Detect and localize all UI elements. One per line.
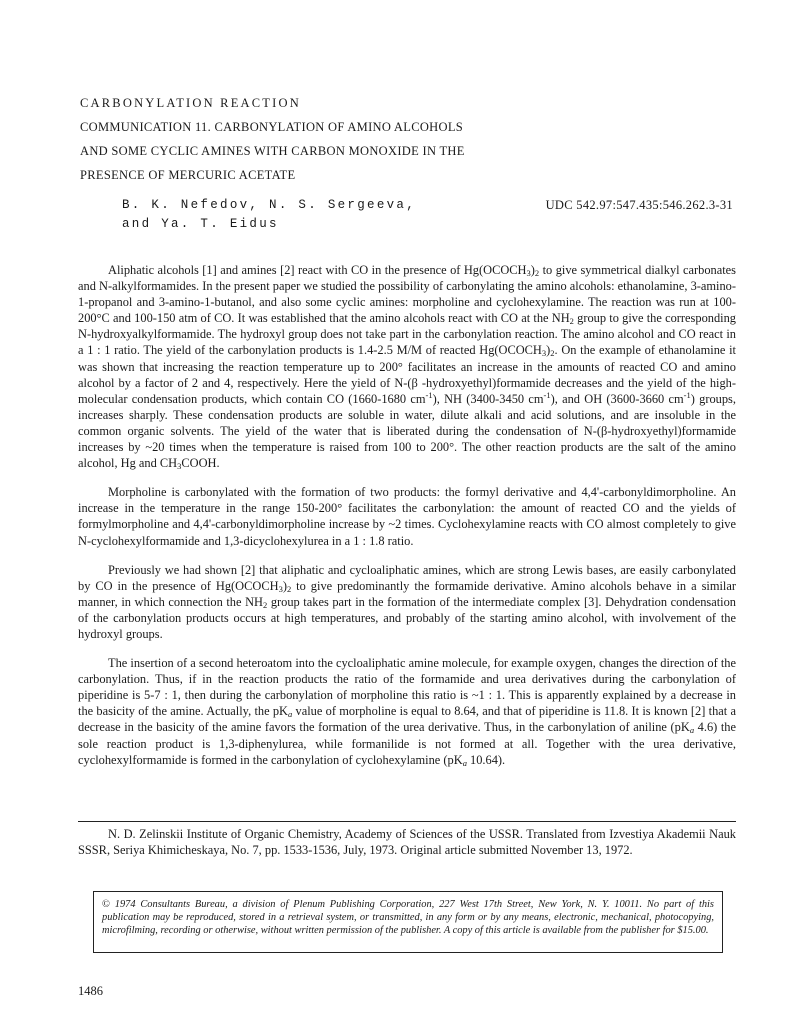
paragraph: Aliphatic alcohols [1] and amines [2] react with CO in the presence of $Hg(OCOCH_3)_2$ to give symmetrical dialkyl carbonates and N-alkylformamides. In the present paper we studied the possibility of carbonylating the amino alcohols: ethanolamine, 3-amino-1-propanol and 3-amino-1-butanol, and also some cyclic amines: morpholine and cyclohexylamine. The reaction was run at 100-200°C and 100-150 atm of CO. It was established that the amino alcohols react with CO at the $NH_2$ group to give the corresponding N-hydroxyalkylformamide. The hydroxyl group does not take part in the carbonylation reaction. The amino alcohol and CO react in a 1 : 1 ratio. The yield of the carbonylation products is 1.4-2.5 M/M of reacted $Hg(OCOCH_3)_2$. On the example of ethanolamine it was shown that increasing the reaction temperature up to 200° facilitates an increase in the amounts of reacted CO and amino alcohol by a factor of 2 and 4, respectively. Here the yield of N-(β -hydroxyethyl)formamide decreases and the yield of the high-molecular condensation products, which contain CO (1660-1680 $cm^{-1}$), NH (3400-3450 $cm^{-1}$), and OH (3600-3660 $cm^{-1}$) groups, increases sharply. These condensation products are soluble in water, dilute alkali and acid solutions, and are insoluble in the common organic solvents. The yield of the water that is liberated during the condensation of N-(β-hydroxyethyl)formamide increases by ~20 times when the temperature is raised from 100 to 200°. The other reaction products are the salt of the amino alcohol, Hg and $CH_3COOH$. — [78, 263, 737, 472]
udc-code: UDC 542.97:547.435:546.262.3-31 — [545, 198, 733, 212]
copyright-icon: © — [102, 899, 110, 910]
article-title — [80, 91, 740, 187]
authors-line: and Ya. T. Eidus — [122, 217, 279, 231]
series-title: CARBONYLATION REACTION — [80, 96, 301, 110]
article-body — [78, 262, 736, 781]
title-line: AND SOME CYCLIC AMINES WITH CARBON MONOXIDE IN THE — [80, 144, 465, 158]
affiliation-footnote: N. D. Zelinskii Institute of Organic Chemistry, Academy of Sciences of the USSR. Translated from Izvestiya Akademii Nauk SSSR, Seriya Khimicheskaya, No. 7, pp. 1533-1536, July, 1973. Original article submitted November 13, 1972. — [78, 827, 736, 858]
copyright-notice — [93, 891, 723, 953]
paragraph: Previously we had shown [2] that aliphatic and cycloaliphatic amines, which are strong Lewis bases, are easily carbonylated by CO in the presence of $Hg(OCOCH_3)_2$ to give predominantly the formamide derivative. Amino alcohols behave in a similar manner, in which connection the $NH_2$ group takes part in the formation of the intermediate complex [3]. Dehydration condensation of the carbonylation products occurs at high temperatures, and probably of the starting amino alcohol, with involvement of the hydroxyl groups. — [78, 562, 736, 641]
paragraph: Morpholine is carbonylated with the formation of two products: the formyl derivative and 4,4'-carbonyldimorpholine. An increase in the temperature in the range 150-200° facilitates the carbonylation: the amount of reacted CO and the yields of formylmorpholine and 4,4'-carbonyldimorpholine increase by ~2 times. Cyclohexylamine reacts with CO almost completely to give N-cyclohexylformamide and 1,3-dicyclohexylurea in a 1 : 1.8 ratio. — [78, 485, 736, 548]
author-list — [122, 196, 416, 234]
paragraph: The insertion of a second heteroatom into the cycloaliphatic amine molecule, for example oxygen, changes the direction of the carbonylation. Thus, if in the reaction products the ratio of the formamide and urea derivatives during the carbonylation of piperidine is 5-7 : 1, then during the carbonylation of morpholine this ratio is ~1 : 1. This is apparently explained by a decrease in the basicity of the amine. Actually, the $pK_a$ value of morpholine is equal to 8.64, and that of piperidine is 11.8. It is known [2] that a decrease in the basicity of the amine favors the formation of the urea derivative. Thus, in the carbonylation of aniline ($pK_a$ 4.6) the sole reaction product is 1,3-diphenylurea, while formanilide is not formed at all. Together with the urea derivative, cyclohexylformamide is formed in the carbonylation of cyclohexylamine ($pK_a$ 10.64). — [78, 656, 737, 768]
title-line: PRESENCE OF MERCURIC ACETATE — [80, 168, 296, 182]
authors-line: B. K. Nefedov, N. S. Sergeeva, — [122, 198, 417, 212]
title-line: COMMUNICATION 11. CARBONYLATION OF AMINO ALCOHOLS — [80, 120, 464, 134]
copyright-text: 1974 Consultants Bureau, a division of Plenum Publishing Corporation, 227 West 17th Street, New York, N. Y. 10011. No part of this publication may be reproduced, stored in a retrieval system, or transmitted, in any form or by any means, electronic, mechanical, photocopying, microfilming, recording or otherwise, without written permission of the publisher. A copy of this article is available from the publisher for $15.00. — [102, 899, 714, 937]
footnote-divider — [78, 821, 736, 822]
page-number: 1486 — [78, 984, 103, 998]
